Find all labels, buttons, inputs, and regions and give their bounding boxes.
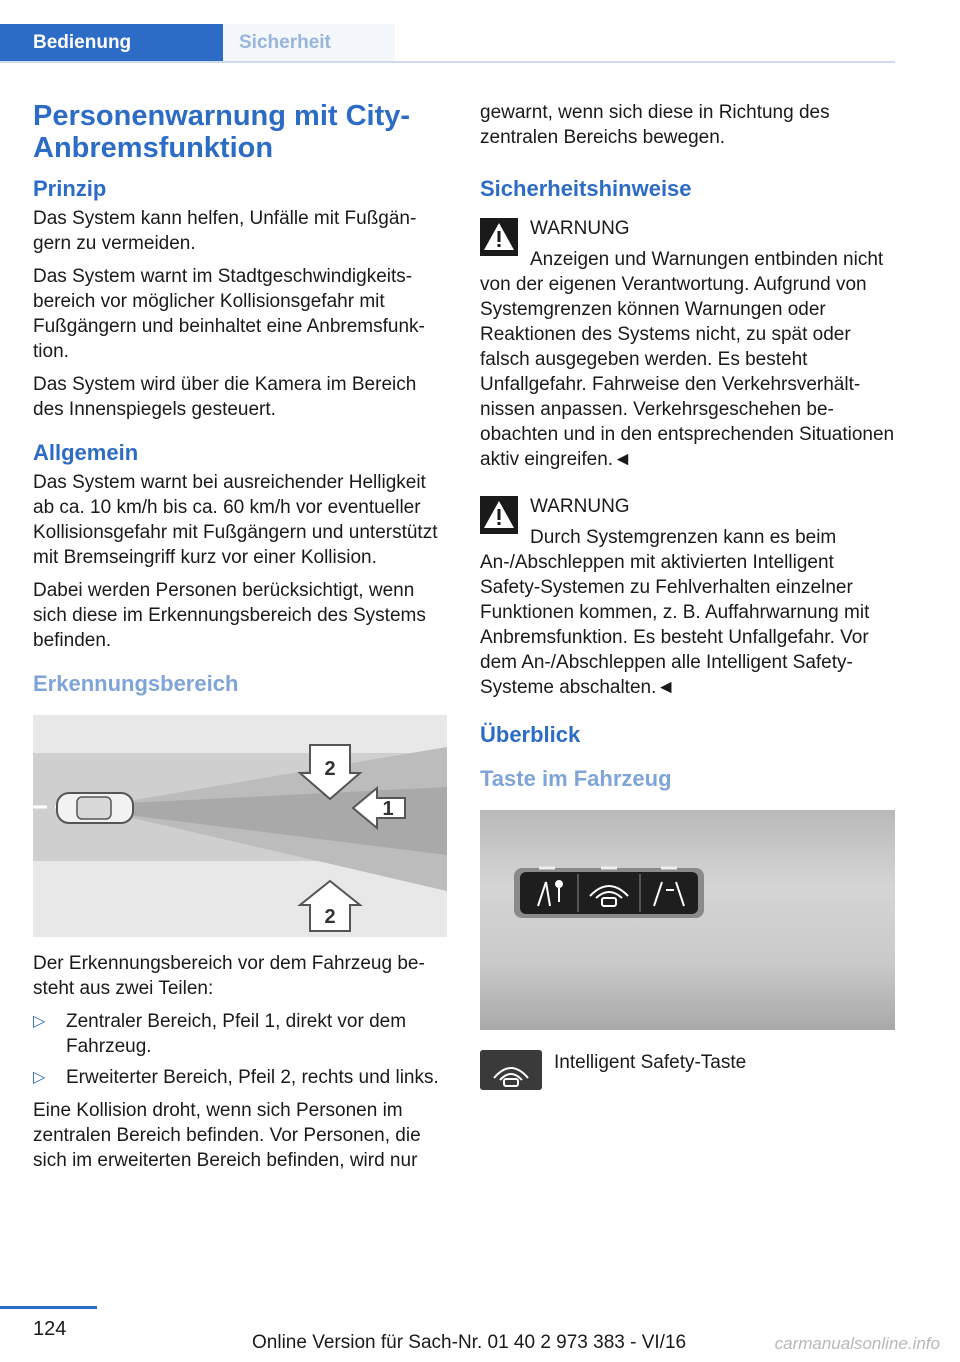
header-tab-bar	[0, 24, 895, 63]
warning-title: WARNUNG	[530, 218, 630, 239]
button-panel-photo	[480, 810, 895, 1030]
button-panel-svg	[480, 810, 895, 1030]
triangle-bullet-icon: ▷	[33, 1069, 46, 1086]
heading-sicherheitshinweise: Sicherheitshinweise	[480, 176, 692, 201]
warning-title: WARNUNG	[530, 496, 630, 517]
footer-version-text: Online Version für Sach-Nr. 01 40 2 973 383 - VI/16	[252, 1332, 687, 1353]
erkennungsbereich-intro: Der Erkennungsbereich vor dem Fahrzeug besteht aus zwei Teilen:	[33, 953, 425, 999]
page-number: 124	[33, 1318, 67, 1340]
continuation-paragraph: gewarnt, wenn sich diese in Richtung des zentralen Bereichs bewegen.	[480, 102, 830, 148]
list-item: ▷ Erweiterter Bereich, Pfeil 2, rechts und links.	[33, 1067, 439, 1088]
prinzip-paragraph: Das System kann helfen, Unfälle mit Fußgängern zu vermeiden.	[33, 208, 417, 254]
tab-bedienung[interactable]: Bedienung	[0, 24, 223, 61]
triangle-bullet-icon: ▷	[33, 1013, 46, 1030]
allgemein-paragraph: Das System warnt bei ausreichender Helligkeit ab ca. 10 km/h bis ca. 60 km/h vor eventueller Kollisionsgefahr mit Fußgängern und unterstützt mit Bremseingriff kurz vor einer Kollision.	[33, 472, 438, 568]
prinzip-paragraph: Das System wird über die Kamera im Bereich des Innenspiegels gesteuert.	[33, 374, 417, 420]
heading-taste-im-fahrzeug: Taste im Fahrzeug	[480, 766, 672, 791]
tab-sicherheit[interactable]: Sicherheit	[223, 24, 395, 61]
left-column	[33, 100, 447, 1181]
warning-body: Durch Systemgrenzen kann es beim An-/Abschleppen mit aktivierten Intelligent Safety-Systemen zu Fehlverhalten einzelner Funktionen kommen, z. B. Auffahrwarnung mit Anbremsfunktion. Es besteht Unfallgefahr. Vor dem An-/Abschleppen alle Intelligent Safety-Systeme abschalten.◄	[480, 527, 870, 698]
warning-triangle-icon	[480, 218, 518, 256]
arrow-label: 2	[324, 906, 336, 928]
heading-prinzip: Prinzip	[33, 176, 107, 201]
prinzip-paragraph: Das System warnt im Stadtgeschwindigkeitsbereich vor möglicher Kollisionsgefahr mit Fußgängern und beinhaltet eine Anbremsfunktion.	[33, 266, 425, 362]
arrow-label: 1	[382, 798, 394, 820]
heading-erkennungsbereich: Erkennungsbereich	[33, 671, 239, 696]
icon-legend-row	[480, 1050, 895, 1090]
erkennungsbereich-outro: Eine Kollision droht, wenn sich Personen im zentralen Bereich befinden. Vor Personen, die sich im erweiterten Bereich befinden, wird nur	[33, 1100, 421, 1171]
heading-allgemein: Allgemein	[33, 440, 139, 465]
detection-area-svg	[33, 715, 447, 937]
detection-area-diagram	[33, 715, 447, 937]
heading-ueberblick: Überblick	[480, 722, 581, 747]
list-item: ▷ Zentraler Bereich, Pfeil 1, direkt vor dem Fahrzeug.	[33, 1011, 407, 1057]
car-icon	[57, 793, 133, 823]
right-column	[480, 100, 895, 1090]
intelligent-safety-button-icon	[480, 1050, 542, 1090]
bullet-list	[33, 1009, 447, 1090]
icon-caption: Intelligent Safety-Taste	[554, 1052, 747, 1073]
watermark: carmanualsonline.info	[774, 1334, 940, 1353]
warning-block	[480, 494, 895, 700]
warning-triangle-icon	[480, 496, 518, 534]
warning-body: Anzeigen und Warnungen entbinden nicht von der eigenen Verantwortung. Aufgrund von Systemgrenzen können Warnungen oder Reaktionen des Systems nicht, zu spät oder falsch ausgegeben werden. Es besteht Unfallgefahr. Fahrweise den Verkehrsverhältnissen anpassen. Verkehrsgeschehen beobachten und in den entsprechenden Situationen aktiv eingreifen.◄	[480, 249, 895, 470]
allgemein-paragraph: Dabei werden Personen berücksichtigt, wenn sich diese im Erkennungsbereich des Systems befinden.	[33, 580, 426, 651]
page-title: Personenwarnung mit City-Anbremsfunktion	[33, 100, 411, 164]
arrow-label: 2	[324, 758, 336, 780]
footer-rule	[0, 1306, 97, 1309]
warning-block	[480, 216, 895, 472]
